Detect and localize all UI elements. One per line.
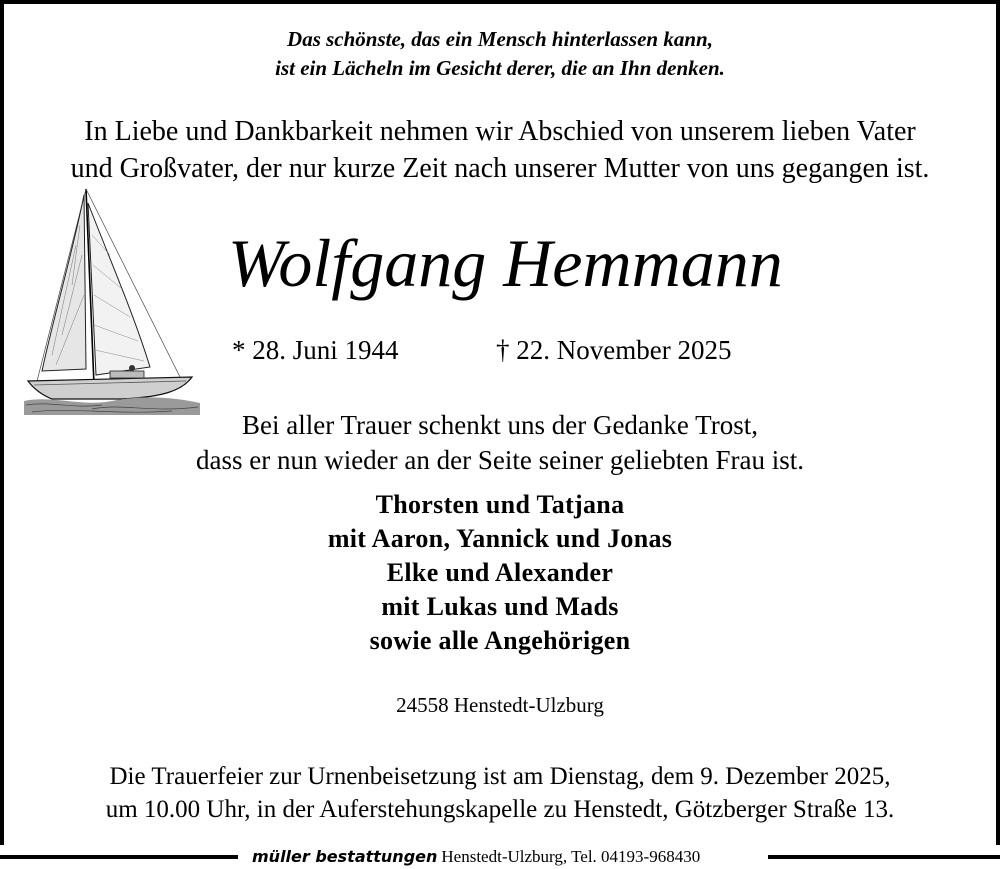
family-member: Thorsten und Tatjana — [375, 490, 625, 519]
motto-line: ist ein Lächeln im Gesicht derer, die an Ihn denken. — [275, 56, 725, 80]
footer-bar — [0, 845, 1000, 868]
birth-date: * 28. Juni 1944 — [232, 335, 399, 365]
footer-rule — [0, 855, 238, 859]
funeral-details — [0, 760, 1000, 826]
family-location: 24558 Henstedt-Ulzburg — [396, 693, 604, 717]
family-member: sowie alle Angehörigen — [369, 626, 631, 655]
consolation-text — [0, 408, 1000, 478]
footer-credit — [248, 845, 704, 868]
funeral-line: um 10.00 Uhr, in der Auferstehungskapelle zu Henstedt, Götzberger Straße 13. — [105, 796, 895, 823]
intro-line: und Großvater, der nur kurze Zeit nach unserer Mutter von uns gegangen ist. — [70, 153, 930, 184]
funeral-home-contact: Henstedt-Ulzburg, Tel. 04193-968430 — [441, 847, 701, 866]
footer-rule — [768, 855, 1000, 859]
intro-text — [0, 113, 1000, 187]
death-date: † 22. November 2025 — [496, 335, 732, 365]
consolation-line: dass er nun wieder an der Seite seiner geliebten Frau ist. — [195, 445, 805, 475]
intro-line: In Liebe und Dankbarkeit nehmen wir Abschied von unserem lieben Vater — [84, 116, 916, 147]
funeral-home-logo: müller bestattungen — [252, 847, 438, 866]
motto-quote — [0, 25, 1000, 83]
family-member: mit Lukas und Mads — [381, 592, 619, 621]
consolation-line: Bei aller Trauer schenkt uns der Gedanke Trost, — [242, 410, 758, 440]
family-member: mit Aaron, Yannick und Jonas — [327, 524, 673, 553]
motto-line: Das schönste, das ein Mensch hinterlassen kann, — [287, 27, 713, 51]
sailboat-icon — [22, 185, 202, 417]
family-list — [0, 488, 1000, 658]
family-member: Elke und Alexander — [386, 558, 614, 587]
funeral-line: Die Trauerfeier zur Urnenbeisetzung ist am Dienstag, dem 9. Dezember 2025, — [109, 763, 891, 790]
deceased-name: Wolfgang Hemmann — [228, 225, 783, 301]
